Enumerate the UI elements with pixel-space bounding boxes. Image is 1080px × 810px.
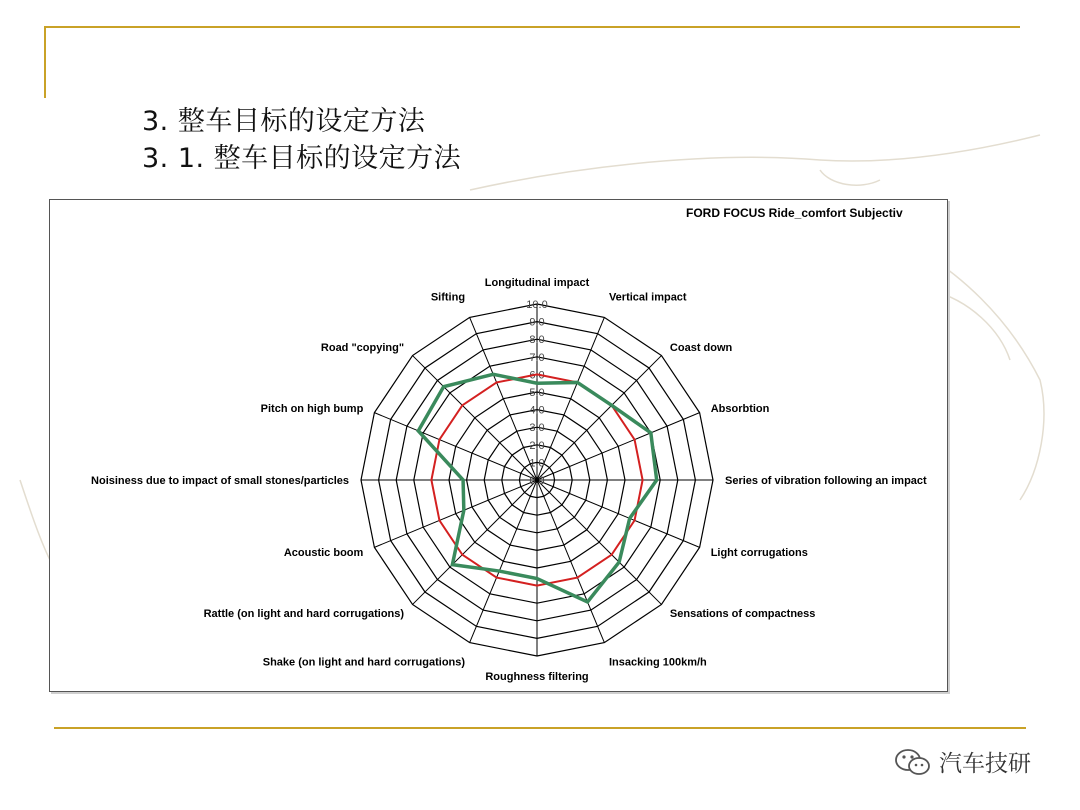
category-label: Pitch on high bump bbox=[260, 403, 364, 416]
category-label: Insacking 100km/h bbox=[608, 656, 707, 669]
category-label: Sensations of compactness bbox=[669, 607, 816, 620]
grid-spoke bbox=[413, 480, 537, 604]
radial-tick-label: 10.0 bbox=[526, 299, 548, 311]
category-label: Series of vibration following an impact bbox=[725, 475, 927, 487]
radar-chart-panel bbox=[49, 199, 948, 692]
watermark-text: 汽车技研 bbox=[939, 751, 1031, 777]
top-rule bbox=[44, 26, 1020, 28]
section-heading: 3. 整车目标的设定方法 bbox=[142, 106, 426, 137]
category-label: Sifting bbox=[430, 291, 466, 304]
radial-tick-label: 0.0 bbox=[529, 475, 545, 487]
radial-tick-label: 1.0 bbox=[529, 457, 545, 470]
category-label: Shake (on light and hard corrugations) bbox=[262, 656, 466, 669]
category-label: Longitudinal impact bbox=[484, 277, 590, 289]
category-label: Noisiness due to impact of small stones/particles bbox=[91, 475, 349, 487]
category-label: Vertical impact bbox=[608, 291, 687, 304]
radar-chart bbox=[50, 200, 947, 691]
chart-title: FORD FOCUS Ride_comfort Subjectiv bbox=[686, 206, 903, 220]
grid-spoke bbox=[537, 356, 661, 480]
radial-tick-label: 9.0 bbox=[529, 316, 545, 329]
category-label: Acoustic boom bbox=[283, 546, 364, 559]
category-label: Road "copying" bbox=[320, 342, 405, 355]
radial-tick-label: 7.0 bbox=[529, 351, 545, 364]
category-label: Absorbtion bbox=[710, 403, 770, 416]
radial-tick-label: 4.0 bbox=[529, 404, 545, 417]
bottom-rule bbox=[54, 727, 1026, 729]
radial-tick-label: 8.0 bbox=[529, 334, 545, 347]
wechat-icon bbox=[893, 747, 933, 777]
watermark bbox=[893, 745, 1031, 778]
left-rule bbox=[44, 26, 46, 98]
category-label: Coast down bbox=[669, 342, 733, 355]
radial-tick-label: 5.0 bbox=[529, 387, 545, 399]
category-label: Light corrugations bbox=[710, 546, 808, 559]
radial-tick-label: 6.0 bbox=[529, 369, 545, 382]
grid-spoke bbox=[413, 356, 537, 480]
category-label: Roughness filtering bbox=[485, 671, 589, 683]
radial-tick-label: 2.0 bbox=[529, 439, 545, 452]
subsection-heading: 3. 1. 整车目标的设定方法 bbox=[142, 143, 462, 174]
radial-tick-label: 3.0 bbox=[529, 422, 545, 435]
category-label: Rattle (on light and hard corrugations) bbox=[203, 607, 405, 620]
